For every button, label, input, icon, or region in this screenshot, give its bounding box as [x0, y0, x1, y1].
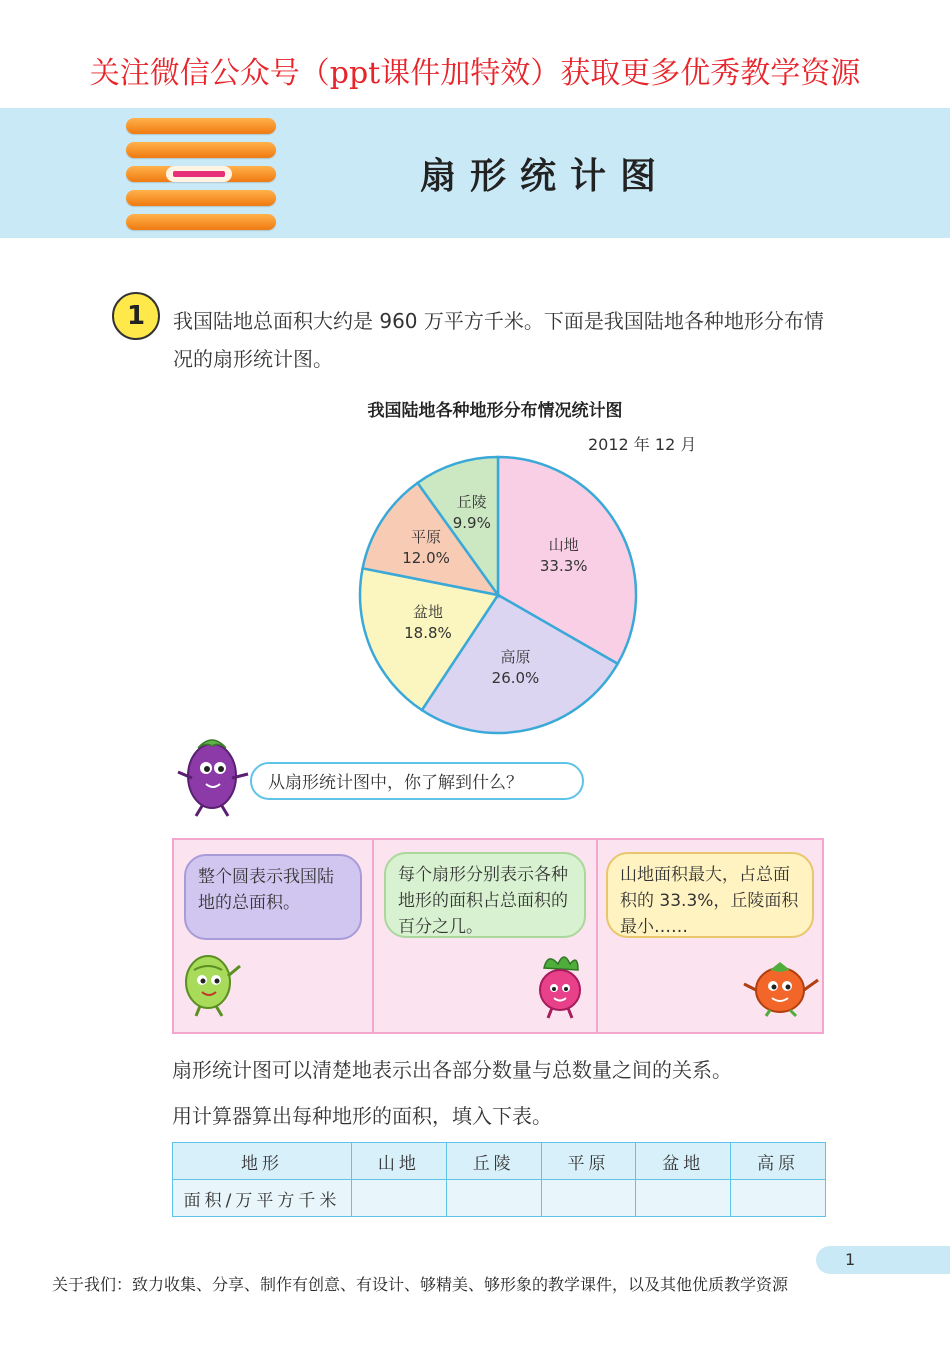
- instruction-text: 用计算器算出每种地形的面积，填入下表。: [172, 1104, 552, 1128]
- chart-date: 2012 年 12 月: [588, 435, 697, 454]
- speech-bubble-sector-meaning: 每个扇形分别表示各种地形的面积占总面积的百分之几。: [384, 852, 586, 938]
- table-cell-blank[interactable]: [731, 1180, 826, 1217]
- pie-slice-value: 33.3%: [539, 556, 588, 575]
- pie-slice-value: 9.9%: [452, 513, 491, 532]
- footer-text: 关于我们：致力收集、分享、制作有创意、有设计、够精美、够形象的教学课件，以及其他优质教学资源: [52, 1275, 789, 1294]
- eggplant-character-icon: [168, 726, 258, 818]
- page-number: 1: [845, 1250, 856, 1269]
- pie-slice-name: 盆地: [412, 603, 443, 622]
- pie-slice-label: [524, 535, 604, 577]
- table-cell-blank[interactable]: [541, 1180, 636, 1217]
- pie-slice-name: 丘陵: [456, 492, 487, 511]
- table-header-row: [173, 1143, 826, 1180]
- pie-slice-value: 18.8%: [404, 624, 452, 643]
- table-header-cell: 平原: [541, 1143, 636, 1180]
- table-header-cell: 盆地: [636, 1143, 731, 1180]
- pie-slice-value: 12.0%: [402, 548, 450, 567]
- table-header-label: 地形: [173, 1143, 352, 1180]
- header-stripe: [126, 190, 276, 206]
- header-stripe: [126, 118, 276, 134]
- pie-slice-name: 高原: [500, 647, 531, 666]
- pie-slice-name: 平原: [411, 527, 442, 546]
- table-cell-blank[interactable]: [636, 1180, 731, 1217]
- speech-bubble-whole-circle: 整个圆表示我国陆地的总面积。: [184, 854, 362, 940]
- speech-bubble-largest-smallest: 山地面积最大，占总面积的 33.3%，丘陵面积最小……: [606, 852, 814, 938]
- table-header-cell: 山地: [352, 1143, 447, 1180]
- pie-slice-label: [388, 602, 468, 644]
- unit-number-mark: [173, 171, 225, 177]
- melon-character-icon: [176, 946, 246, 1020]
- radish-character-icon: [528, 950, 592, 1020]
- table-cell-blank[interactable]: [446, 1180, 541, 1217]
- pie-slice-value: 26.0%: [491, 668, 540, 687]
- prompt-speech-bubble: 从扇形统计图中，你了解到什么？: [250, 762, 584, 800]
- table-header-cell: 高原: [731, 1143, 826, 1180]
- tomato-character-icon: [738, 956, 824, 1018]
- area-table: [172, 1142, 826, 1217]
- table-row-label: 面积/万平方千米: [173, 1180, 352, 1217]
- pie-slice-label: [432, 492, 512, 534]
- panel-divider: [372, 838, 374, 1034]
- table-row: [173, 1180, 826, 1217]
- page-number-tab: [816, 1246, 950, 1274]
- table-cell-blank[interactable]: [352, 1180, 447, 1217]
- chart-title: 我国陆地各种地形分布情况统计图: [367, 401, 623, 421]
- summary-text: 扇形统计图可以清楚地表示出各部分数量与总数量之间的关系。: [172, 1058, 732, 1082]
- panel-divider: [596, 838, 598, 1034]
- header-stripe: [126, 214, 276, 230]
- header-stripe: [126, 142, 276, 158]
- pie-slice-name: 山地: [548, 535, 579, 554]
- chapter-title: 扇形统计图: [420, 156, 671, 197]
- unit-number-badge: [166, 166, 232, 182]
- question-number-badge: 1: [112, 292, 160, 340]
- pie-slice-label: [475, 647, 555, 689]
- table-header-cell: 丘陵: [446, 1143, 541, 1180]
- promo-banner-text: 关注微信公众号（ppt课件加特效）获取更多优秀教学资源: [89, 56, 861, 91]
- question-text: 我国陆地总面积大约是 960 万平方千米。下面是我国陆地各种地形分布情况的扇形统计图。: [173, 309, 824, 371]
